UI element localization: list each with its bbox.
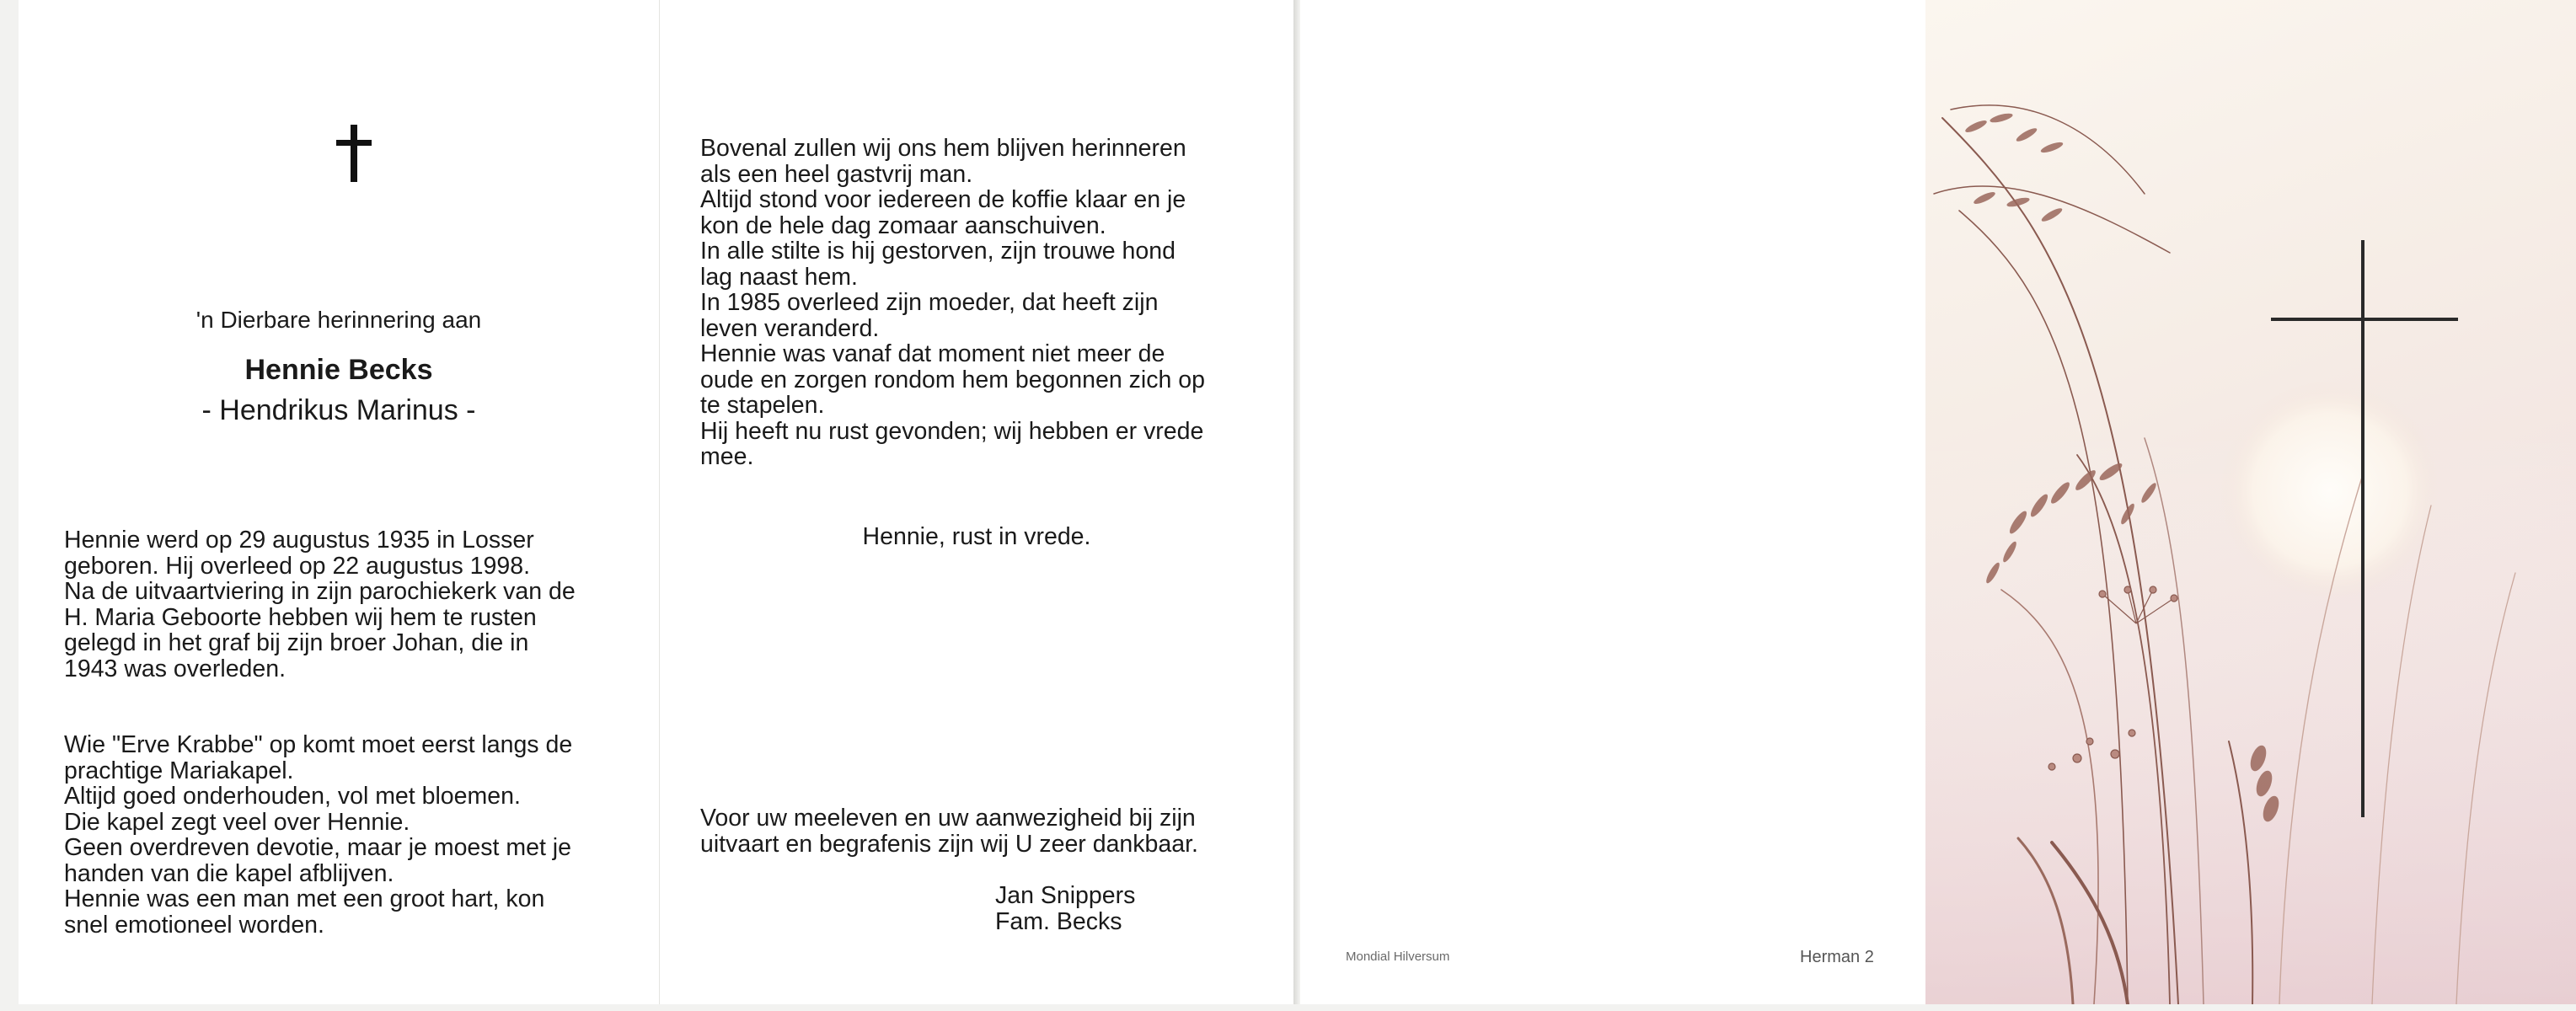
rest-in-peace-line: Hennie, rust in vrede. (862, 523, 1091, 550)
biography-paragraph (64, 527, 603, 682)
text-line: leven veranderd. (700, 314, 880, 342)
text-line: mee. (700, 443, 754, 470)
text-line: In alle stilte is hij gestorven, zijn trouwe hond (700, 238, 1176, 265)
text-line: handen van die kapel afblijven. (64, 859, 394, 887)
deceased-full-name: - Hendrikus Marinus - (201, 394, 476, 426)
text-line: gelegd in het graf bij zijn broer Johan, die in (64, 629, 529, 656)
text-line: Altijd goed onderhouden, vol met bloemen. (64, 783, 521, 810)
card-panel-2 (660, 0, 1293, 1004)
text-line: Wie "Erve Krabbe" op komt moet eerst langs de (64, 731, 573, 758)
grass-and-cross-artwork-icon (1925, 0, 2576, 1004)
text-line: Na de uitvaartviering in zijn parochiekerk van de (64, 578, 576, 605)
text-line: lag naast hem. (700, 263, 858, 291)
text-line: Hij heeft nu rust gevonden; wij hebben er vrede (700, 417, 1204, 445)
text-line: Die kapel zegt veel over Hennie. (64, 808, 410, 836)
card-panel-1 (19, 0, 660, 1004)
text-line: geboren. Hij overleed op 22 augustus 1998. (64, 552, 530, 580)
fold-divider (1293, 0, 1300, 1004)
text-line: Hennie werd op 29 augustus 1935 in Losser (64, 527, 534, 554)
text-line: kon de hele dag zomaar aanschuiven. (700, 211, 1106, 239)
text-line: als een heel gastvrij man. (700, 160, 973, 188)
signature (995, 883, 1135, 934)
text-line: 1943 was overleden. (64, 655, 287, 682)
text-line: snel emotioneel worden. (64, 911, 324, 939)
card-panel-3 (1300, 0, 1925, 1004)
chapel-paragraph (64, 732, 603, 938)
deceased-name: Hennie Becks (244, 354, 433, 386)
text-line: Hennie was vanaf dat moment niet meer de (700, 340, 1165, 367)
card-panel-4 (1925, 0, 2576, 1004)
text-line: Hennie was een man met een groot hart, kon (64, 885, 545, 912)
text-line: prachtige Mariakapel. (64, 757, 294, 784)
text-line: Voor uw meeleven en uw aanwezigheid bij zijn (700, 805, 1196, 832)
signature-line: Jan Snippers (995, 882, 1136, 909)
thanks-paragraph (700, 805, 1240, 857)
latin-cross-icon (335, 125, 373, 182)
printer-credit: Mondial Hilversum (1346, 949, 1450, 964)
sun-disc (2220, 381, 2439, 600)
text-line: uitvaart en begrafenis zijn wij U zeer dankbaar. (700, 830, 1198, 858)
text-line: In 1985 overleed zijn moeder, dat heeft zijn (700, 289, 1159, 316)
text-line: oude en zorgen rondom hem begonnen zich op (700, 366, 1205, 393)
memories-paragraph (700, 136, 1240, 470)
text-line: Altijd stond voor iedereen de koffie klaar en je (700, 186, 1186, 213)
text-line: Bovenal zullen wij ons hem blijven herinneren (700, 135, 1186, 162)
text-line: H. Maria Geboorte hebben wij hem te rusten (64, 603, 537, 631)
signature-line: Fam. Becks (995, 907, 1122, 935)
intro-text: 'n Dierbare herinnering aan (195, 307, 482, 333)
card-design-credit: Herman 2 (1800, 948, 1874, 966)
text-line: te stapelen. (700, 392, 825, 419)
text-line: Geen overdreven devotie, maar je moest met je (64, 834, 571, 861)
